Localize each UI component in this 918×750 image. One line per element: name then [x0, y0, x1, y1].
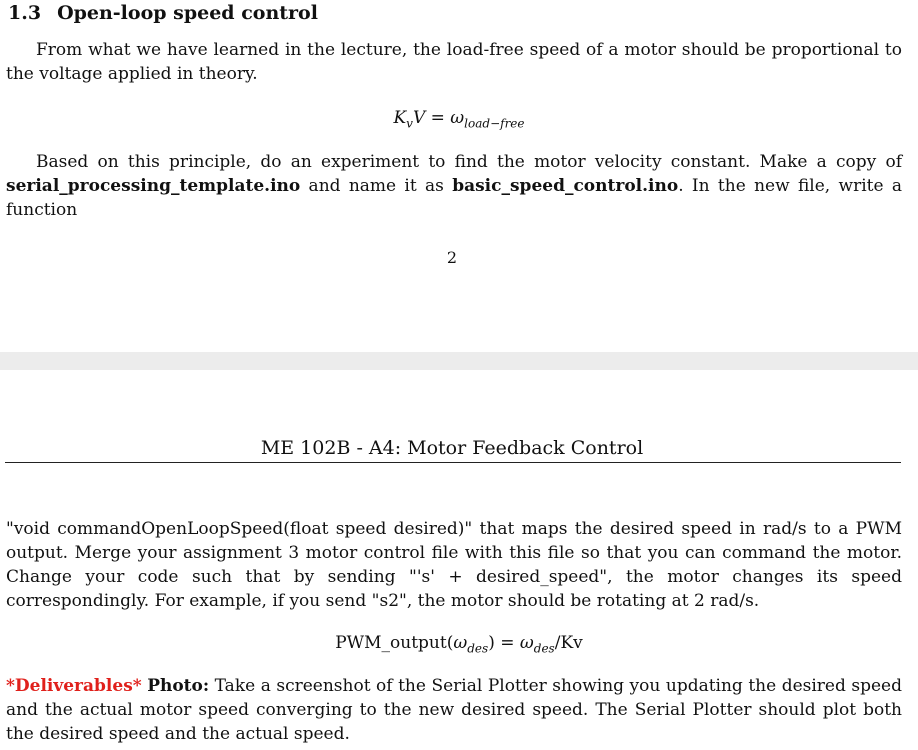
experiment-text-3: . In the new file, write a function	[6, 176, 902, 220]
eq1-v: V	[412, 108, 426, 128]
eq2-tail: /Kv	[554, 633, 583, 653]
photo-label: Photo:	[147, 676, 210, 696]
pwm-output-equation	[0, 633, 918, 655]
eq2-op: =	[494, 633, 520, 653]
eq1-k-sub: v	[406, 116, 413, 131]
eq2-omega2-sub: des	[533, 641, 555, 656]
eq2-func: PWM_output(	[335, 633, 454, 653]
intro-paragraph: From what we have learned in the lecture, the load-free speed of a motor should be proportional to the voltage applied in theory.	[6, 40, 902, 84]
page-number: 2	[446, 248, 458, 267]
deliverables-text: Take a screenshot of the Serial Plotter showing you updating the desired speed and the actual motor speed converging to the new desired speed. The Serial Plotter should plot both the desired speed and the actual speed.	[6, 676, 903, 744]
function-description-paragraph: "void commandOpenLoopSpeed(float speed desired)" that maps the desired speed in rad/s to a PWM output. Merge your assignment 3 motor control file with this file so that you can command the motor. Change your code such that by sending "'s' + desired_speed", the motor changes its speed correspondingly. For example, if you send "s2", the motor should be rotating at 2 rad/s.	[6, 519, 902, 611]
new-filename: basic_speed_control.ino	[452, 176, 679, 196]
page-gap	[0, 352, 918, 370]
page-2-bottom	[0, 0, 918, 352]
eq2-omega2: ω	[519, 633, 534, 653]
experiment-text-2: and name it as	[300, 176, 453, 196]
experiment-paragraph	[6, 150, 902, 222]
section-number: 1.3	[8, 2, 42, 24]
eq1-op: =	[425, 108, 451, 128]
template-filename: serial_processing_template.ino	[6, 176, 301, 196]
eq1-omega-sub: load−free	[464, 116, 525, 131]
experiment-text-1: Based on this principle, do an experiment to find the motor velocity constant. Make a copy of	[36, 152, 902, 172]
eq2-omega-sub: des	[467, 641, 489, 656]
section-title: Open-loop speed control	[57, 2, 318, 24]
deliverables-paragraph	[6, 674, 902, 746]
eq2-omega: ω	[453, 633, 468, 653]
eq1-k: K	[393, 108, 407, 128]
velocity-constant-equation	[0, 108, 918, 130]
header-rule	[5, 462, 901, 463]
running-header: ME 102B - A4: Motor Feedback Control	[260, 437, 644, 459]
eq2-close: )	[488, 633, 495, 653]
eq1-omega: ω	[450, 108, 465, 128]
deliverables-label: *Deliverables*	[6, 676, 142, 696]
section-heading	[8, 2, 318, 24]
